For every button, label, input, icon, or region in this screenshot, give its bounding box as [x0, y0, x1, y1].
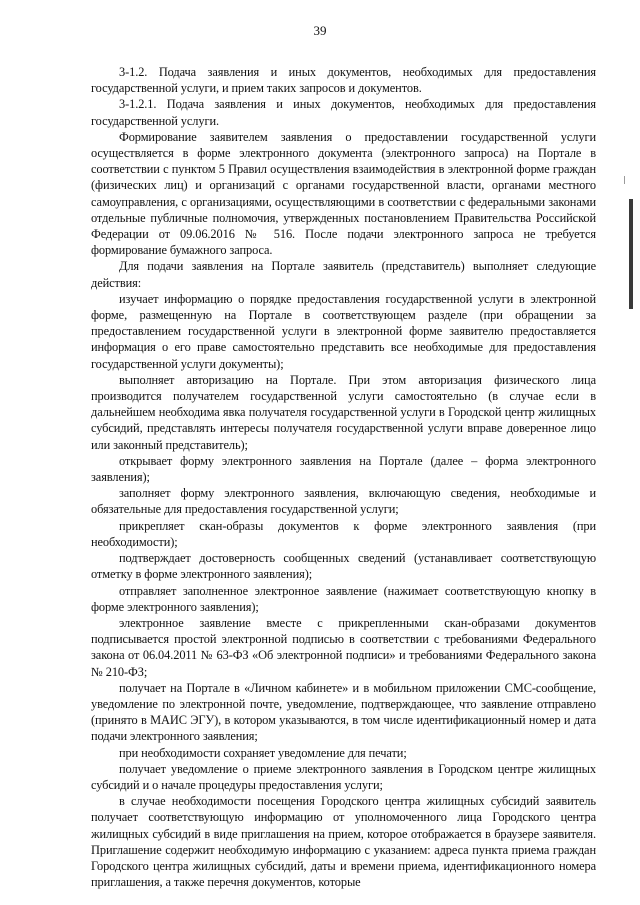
page-number: 39: [313, 23, 327, 38]
list-item-attach-scans: прикрепляет скан-образы документов к форме электронного заявления (при необходимости);: [91, 518, 596, 549]
list-item-authorization: выполняет авторизацию на Портале. При этом авторизация физического лица производится получателем государственной услуги самостоятельно (в случае если в дальнейшем необходима явка получателя государственной услуги в Городской центр жилищных субсидий, представлять интересы получателя государственной услуги вправе доверенное лицо или законный представитель);: [91, 372, 596, 452]
list-item-open-form: открывает форму электронного заявления на Портале (далее – форма электронного заявления);: [91, 453, 596, 485]
list-item-save-print: при необходимости сохраняет уведомление для печати;: [119, 745, 407, 760]
list-item-signature: электронное заявление вместе с прикрепленными скан-образами документов подписывается простой электронной подписью в соответствии с требованиями Федерального закона от 06.04.2011 № 63-ФЗ «Об электронной подписи» и требованиями Федерального закона № 210-ФЗ;: [91, 615, 596, 679]
list-item-acceptance-notice: получает уведомление о приеме электронного заявления в Городском центре жилищных субсидий и о начале процедуры предоставления услуги;: [91, 761, 596, 792]
scan-artifact-bar: [629, 199, 633, 309]
paragraph-actions-intro: Для подачи заявления на Портале заявитель (представитель) выполняет следующие действия:: [91, 259, 596, 290]
list-item-study-info: изучает информацию о порядке предоставления государственной услуги в электронной форме, размещенную на Портале в соответствующем разделе (при обращении за предоставлением государственной услуги в электронной форме заявителю предоставляется информация о его праве самостоятельно представить все необходимые для предоставления государственной услуги документы);: [91, 291, 596, 371]
paragraph-request-formation: Формирование заявителем заявления о предоставлении государственной услуги осуществляется в форме электронного документа (электронного запроса) на Портале в соответствии с пунктом 5 Правил осуществления взаимодействия в электронной форме граждан (физических лиц) и организаций с органами государственной власти, органами местного самоуправления, с организациями, осуществляющими в соответствии с федеральными законами отдельные публичные полномочия, утвержденных постановлением Правительства Российской Федерации от 09.06.2016 № 516. После подачи электронного запроса не требуется формирование бумажного запроса.: [91, 129, 596, 258]
list-item-send: отправляет заполненное электронное заявление (нажимает соответствующую кнопку в форме электронного заявления);: [91, 583, 596, 614]
list-item-fill-form: заполняет форму электронного заявления, включающую сведения, необходимые и обязательные для предоставления государственной услуги;: [91, 486, 596, 517]
list-item-receive-notification: получает на Портале в «Личном кабинете» и в мобильном приложении СМС-сообщение, уведомление по электронной почте, уведомление, подтверждающее, что заявление отправлено (принято в МАИС ЭГУ), в котором указываются, в том числе идентификационный номер и дата подачи электронного заявления;: [91, 680, 596, 744]
list-item-confirm: подтверждает достоверность сообщенных сведений (устанавливает соответствующую отметку в форме электронного заявления);: [91, 551, 596, 582]
scan-artifact-dot: [624, 176, 625, 184]
section-heading-3-1-2: 3-1.2. Подача заявления и иных документов, необходимых для предоставления государственной услуги, и прием таких запросов и документов.: [91, 65, 596, 96]
document-body: [91, 64, 596, 890]
list-item-invitation: в случае необходимости посещения Городского центра жилищных субсидий заявитель получает соответствующую информацию от уполномоченного лица Городского центра жилищных субсидий в виде приглашения на прием, которое отображается в браузере заявителя. Приглашение содержит необходимую информацию с указанием: адреса пункта приема граждан Городского центра жилищных субсидий, даты и времени приема, идентификационного номера приглашения, а также перечня документов, которые: [91, 794, 596, 890]
section-heading-3-1-2-1: 3-1.2.1. Подача заявления и иных документов, необходимых для предоставления государственной услуги.: [91, 97, 596, 128]
